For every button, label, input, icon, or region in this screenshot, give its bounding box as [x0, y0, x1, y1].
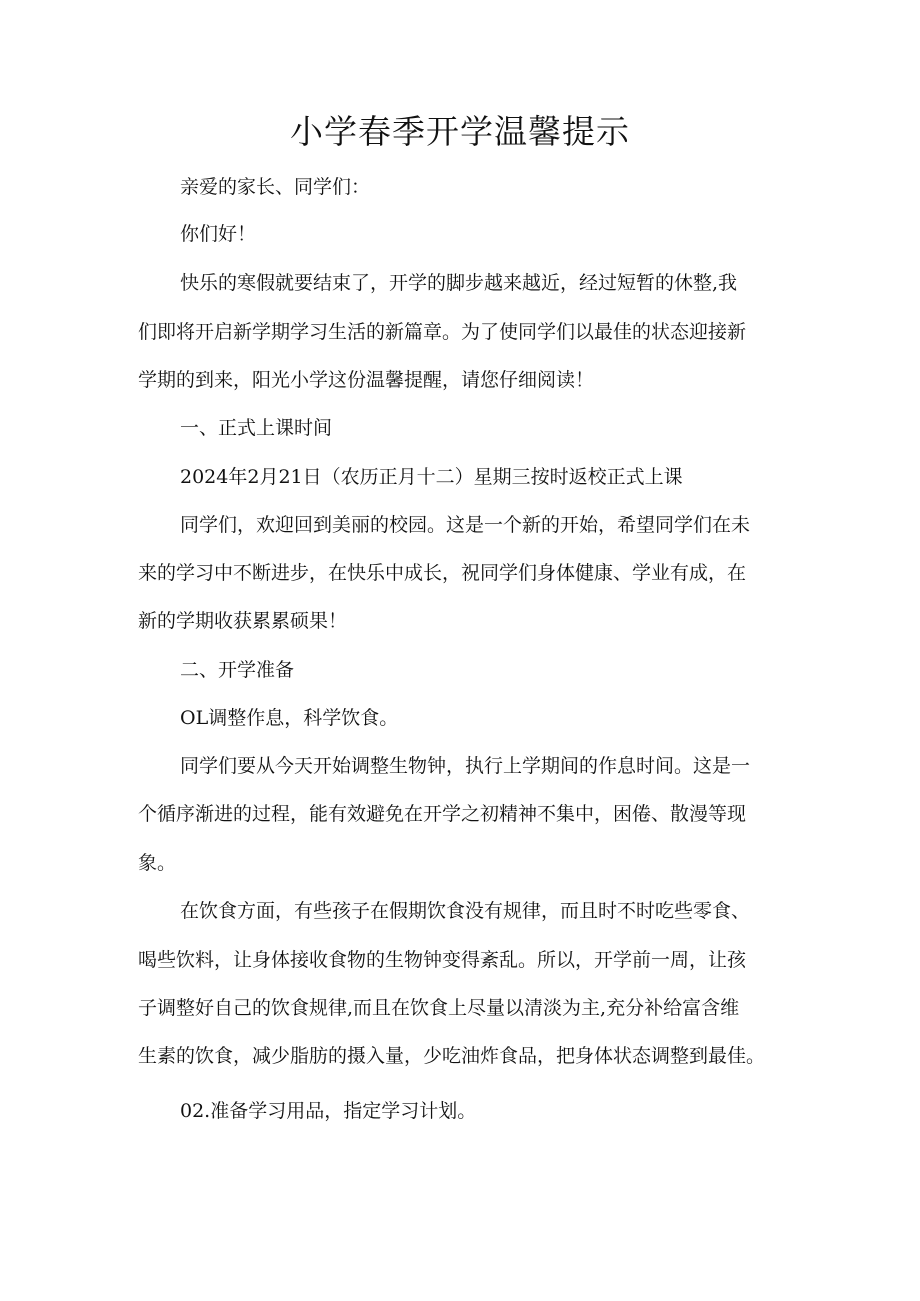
diet-line-2: 喝些饮料，让身体接收食物的生物钟变得紊乱。所以，开学前一周，让孩	[138, 949, 747, 971]
intro-line-3: 学期的到来，阳光小学这份温馨提醒，请您仔细阅读！	[138, 369, 595, 391]
item2-title: 02.准备学习用品，指定学习计划。	[180, 1100, 477, 1122]
diet-line-3: 子调整好自己的饮食规律,而且在饮食上尽量以清淡为主,充分补给富含维	[138, 997, 740, 1019]
hello-line: 你们好！	[180, 223, 257, 245]
routine-line-1: 同学们要从今天开始调整生物钟，执行上学期间的作息时间。这是一	[180, 755, 751, 777]
page-title: 小学春季开学温馨提示	[290, 112, 630, 151]
item1-title: OL调整作息，科学饮食。	[180, 707, 399, 729]
welcome-line-2: 来的学习中不断进步，在快乐中成长，祝同学们身体健康、学业有成，在	[138, 562, 747, 584]
welcome-line-3: 新的学期收获累累硕果！	[138, 610, 348, 632]
welcome-line-1: 同学们，欢迎回到美丽的校园。这是一个新的开始，希望同学们在未	[180, 514, 751, 536]
start-date-line: 2024年2月21日（农历正月十二）星期三按时返校正式上课	[180, 466, 683, 488]
intro-line-1: 快乐的寒假就要结束了，开学的脚步越来越近，经过短暂的休整,我	[180, 272, 738, 294]
greeting: 亲爱的家长、同学们：	[180, 176, 371, 198]
routine-line-2: 个循序渐进的过程，能有效避免在开学之初精神不集中，困倦、散漫等现	[138, 803, 747, 825]
diet-line-4: 生素的饮食，减少脂肪的摄入量，少吃油炸食品，把身体状态调整到最佳。	[138, 1045, 766, 1067]
intro-line-2: 们即将开启新学期学习生活的新篇章。为了使同学们以最佳的状态迎接新	[138, 321, 747, 343]
diet-line-1: 在饮食方面，有些孩子在假期饮食没有规律，而且时不时吃些零食、	[180, 900, 751, 922]
section1-heading: 一、正式上课时间	[180, 417, 333, 439]
routine-line-3: 象。	[138, 852, 177, 874]
section2-heading: 二、开学准备	[180, 659, 295, 681]
